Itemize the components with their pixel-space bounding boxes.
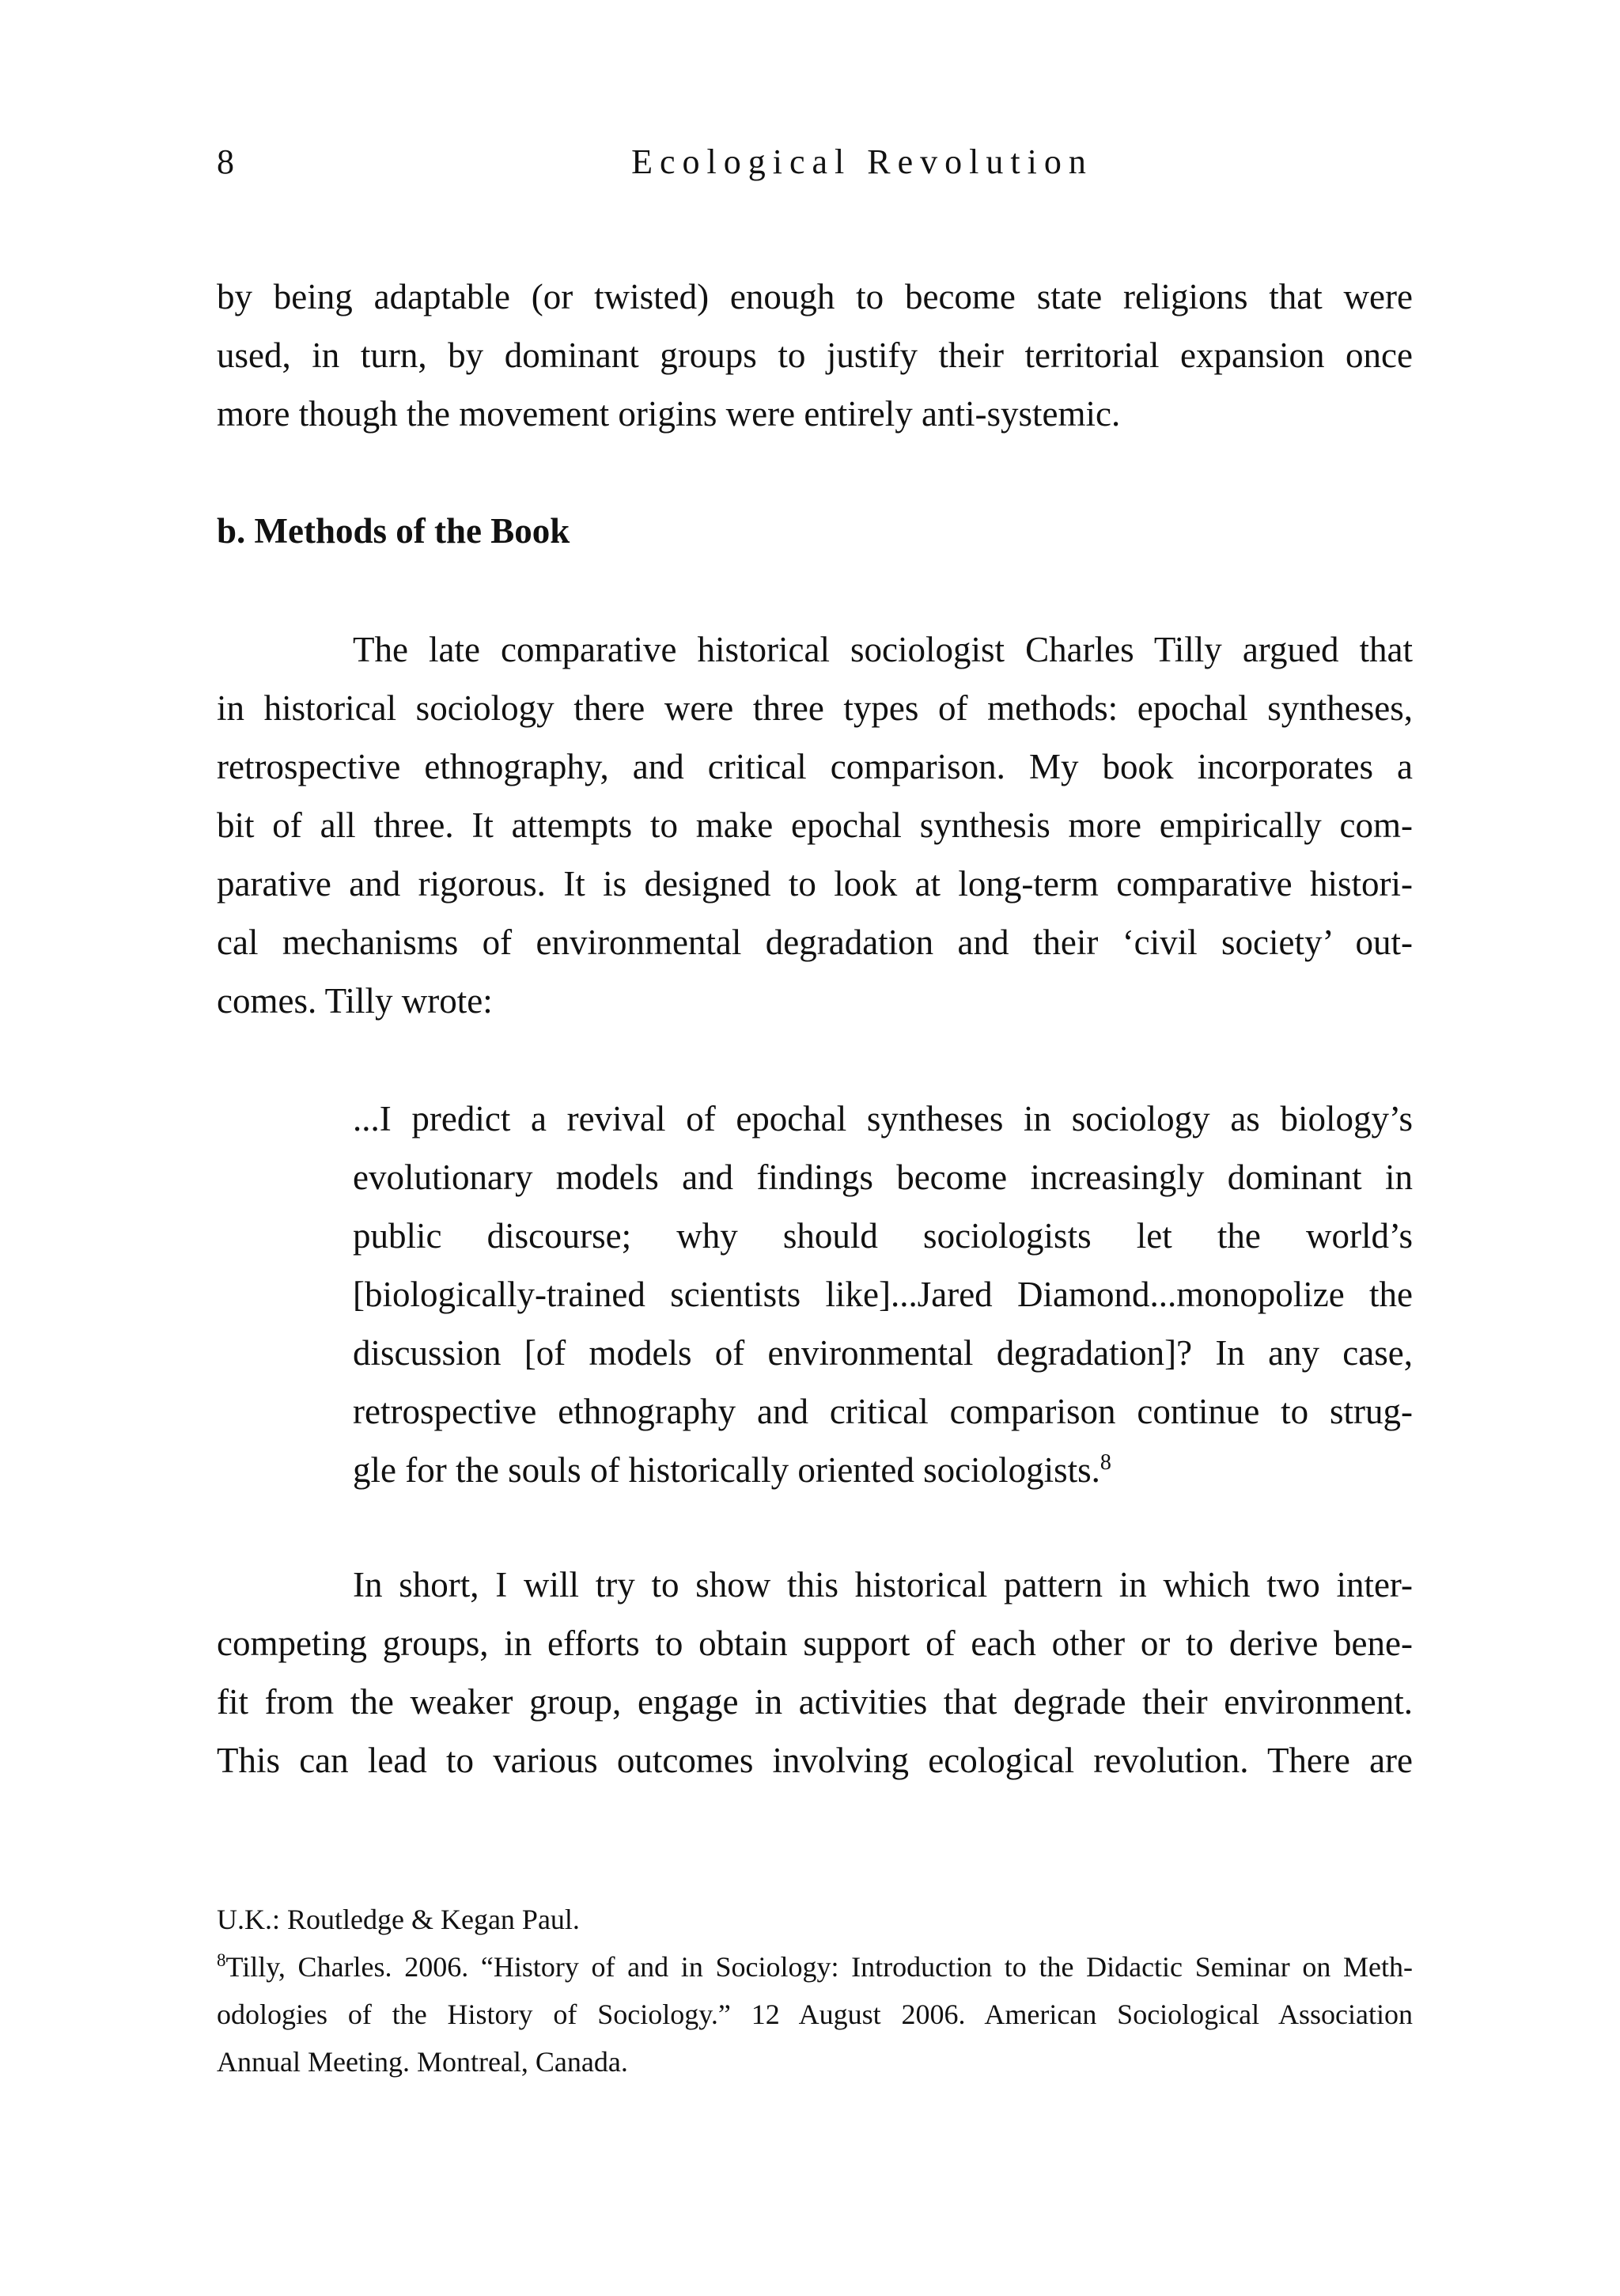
footnote-8-line — [217, 1943, 1413, 1991]
text-line: comes. Tilly wrote: — [217, 981, 493, 1021]
text-line: competing groups, in efforts to obtain support of each other or to derive bene- — [217, 1623, 1413, 1663]
text-line: parative and rigorous. It is designed to look at long-term comparative histori- — [217, 864, 1413, 904]
text-line: cal mechanisms of environmental degradation and their ‘civil society’ out- — [217, 923, 1413, 962]
text-line: In short, I will try to show this historical pattern in which two inter- — [353, 1565, 1413, 1605]
quote-line: evolutionary models and findings become increasingly dominant in — [353, 1157, 1413, 1197]
footnote-text: Tilly, Charles. 2006. “History of and in Sociology: Introduction to the Didactic Seminar on Meth- — [225, 1951, 1413, 1983]
quote-line: discussion [of models of environmental degradation]? In any case, — [353, 1333, 1413, 1373]
running-title: Ecological Revolution — [631, 142, 1093, 181]
text-line: in historical sociology there were three types of methods: epochal syntheses, — [217, 688, 1413, 728]
text-line: This can lead to various outcomes involving ecological revolution. There are — [217, 1741, 1413, 1780]
text-line: fit from the weaker group, engage in activities that degrade their environment. — [217, 1682, 1413, 1722]
section-heading: b. Methods of the Book — [217, 511, 570, 551]
paragraph-summary — [217, 1555, 1413, 1790]
text-line: retrospective ethnography, and critical comparison. My book incorporates a — [217, 747, 1413, 786]
text-line: used, in turn, by dominant groups to justify their territorial expansion once — [217, 335, 1413, 375]
text-line: bit of all three. It attempts to make epochal synthesis more empirically com- — [217, 805, 1413, 845]
paragraph-continuation — [217, 267, 1413, 443]
page-header — [217, 138, 1413, 186]
quote-line: [biologically-trained scientists like]...Jared Diamond...monopolize the — [353, 1275, 1413, 1314]
quote-line: retrospective ethnography and critical comparison continue to strug- — [353, 1392, 1413, 1431]
footnotes — [217, 1896, 1413, 2086]
quote-line: ...I predict a revival of epochal syntheses in sociology as biology’s — [353, 1099, 1413, 1139]
footnote-marker: 8 — [217, 1950, 226, 1970]
footnote-8-line: Annual Meeting. Montreal, Canada. — [217, 2046, 628, 2078]
page-number: 8 — [217, 142, 234, 181]
block-quote — [353, 1089, 1413, 1499]
footnote-8-line: odologies of the History of Sociology.” 12 August 2006. American Sociological Association — [217, 1999, 1413, 2030]
text-line: by being adaptable (or twisted) enough to become state religions that were — [217, 277, 1413, 316]
footnote-continuation: U.K.: Routledge & Kegan Paul. — [217, 1904, 580, 1935]
quote-line-text: gle for the souls of historically oriented sociologists. — [353, 1450, 1100, 1490]
quote-line-final — [353, 1441, 1413, 1499]
text-line: The late comparative historical sociologist Charles Tilly argued that — [353, 630, 1413, 669]
text-line: more though the movement origins were entirely anti-systemic. — [217, 394, 1121, 434]
quote-line: public discourse; why should sociologists let the world’s — [353, 1216, 1413, 1256]
paragraph-methods — [217, 620, 1413, 1030]
footnote-reference[interactable]: 8 — [1100, 1450, 1111, 1475]
